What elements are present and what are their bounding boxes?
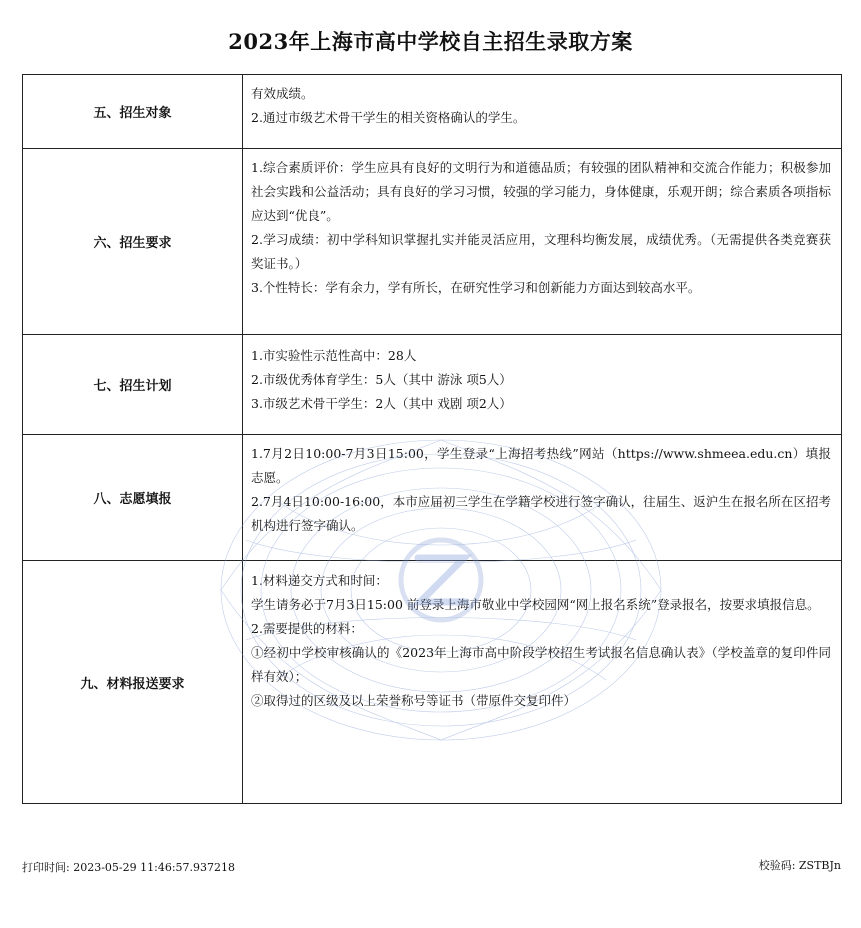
content-line: 2.市级优秀体育学生：5人（其中 游泳 项5人） [251,372,512,387]
content-line: 学生请务必于7月3日15:00 前登录上海市敬业中学校园网“网上报名系统”登录报名，按要求填报信息。 [251,597,820,612]
row-content [243,149,841,334]
table-row [23,149,841,335]
content-line: ②取得过的区级及以上荣誉称号等证书（带原件交复印件） [251,693,577,708]
table-row [23,561,841,803]
table-row [23,435,841,561]
row-label: 六、招生要求 [23,149,243,334]
row-label: 五、招生对象 [23,75,243,148]
content-line: 1.7月2日10:00-7月3日15:00，学生登录“上海招考热线”网站（https://www.shmeea.edu.cn）填报志愿。 [251,446,831,485]
content-line: 1.综合素质评价：学生应具有良好的文明行为和道德品质；有较强的团队精神和交流合作能力；积极参加社会实践和公益活动；具有良好的学习习惯，较强的学习能力，身体健康，乐观开朗；综合素质各项指标应达到“优良”。 [251,160,831,223]
row-label: 九、材料报送要求 [23,561,243,803]
content-line: 有效成绩。 [251,86,314,101]
row-content [243,75,841,148]
admission-table [22,74,842,804]
content-line: 3.个性特长：学有余力，学有所长，在研究性学习和创新能力方面达到较高水平。 [251,280,701,295]
row-label: 七、招生计划 [23,335,243,434]
row-label: 八、志愿填报 [23,435,243,560]
table-row [23,75,841,149]
row-content [243,335,841,434]
page-title: 2023年上海市高中学校自主招生录取方案 [228,29,633,54]
content-line: 1.材料递交方式和时间： [251,573,388,588]
content-line: 1.市实验性示范性高中：28人 [251,348,417,363]
content-line: 2.通过市级艺术骨干学生的相关资格确认的学生。 [251,110,526,125]
content-line: 2.7月4日10:00-16:00，本市应届初三学生在学籍学校进行签字确认，往届生、返沪生在报名所在区招考机构进行签字确认。 [251,494,831,533]
content-line: 2.需要提供的材料： [251,621,363,636]
print-time: 打印时间: 2023-05-29 11:46:57.937218 [22,861,236,874]
content-line: 2.学习成绩：初中学科知识掌握扎实并能灵活应用，文理科均衡发展，成绩优秀。（无需提供各类竞赛获奖证书。） [251,232,831,271]
row-content [243,561,841,803]
content-line: ①经初中学校审核确认的《2023年上海市高中阶段学校招生考试报名信息确认表》（学校盖章的复印件同样有效）； [251,645,831,684]
verify-code: 校验码: ZSTBJn [758,859,841,872]
table-row [23,335,841,435]
row-content [243,435,841,560]
content-line: 3.市级艺术骨干学生：2人（其中 戏剧 项2人） [251,396,512,411]
